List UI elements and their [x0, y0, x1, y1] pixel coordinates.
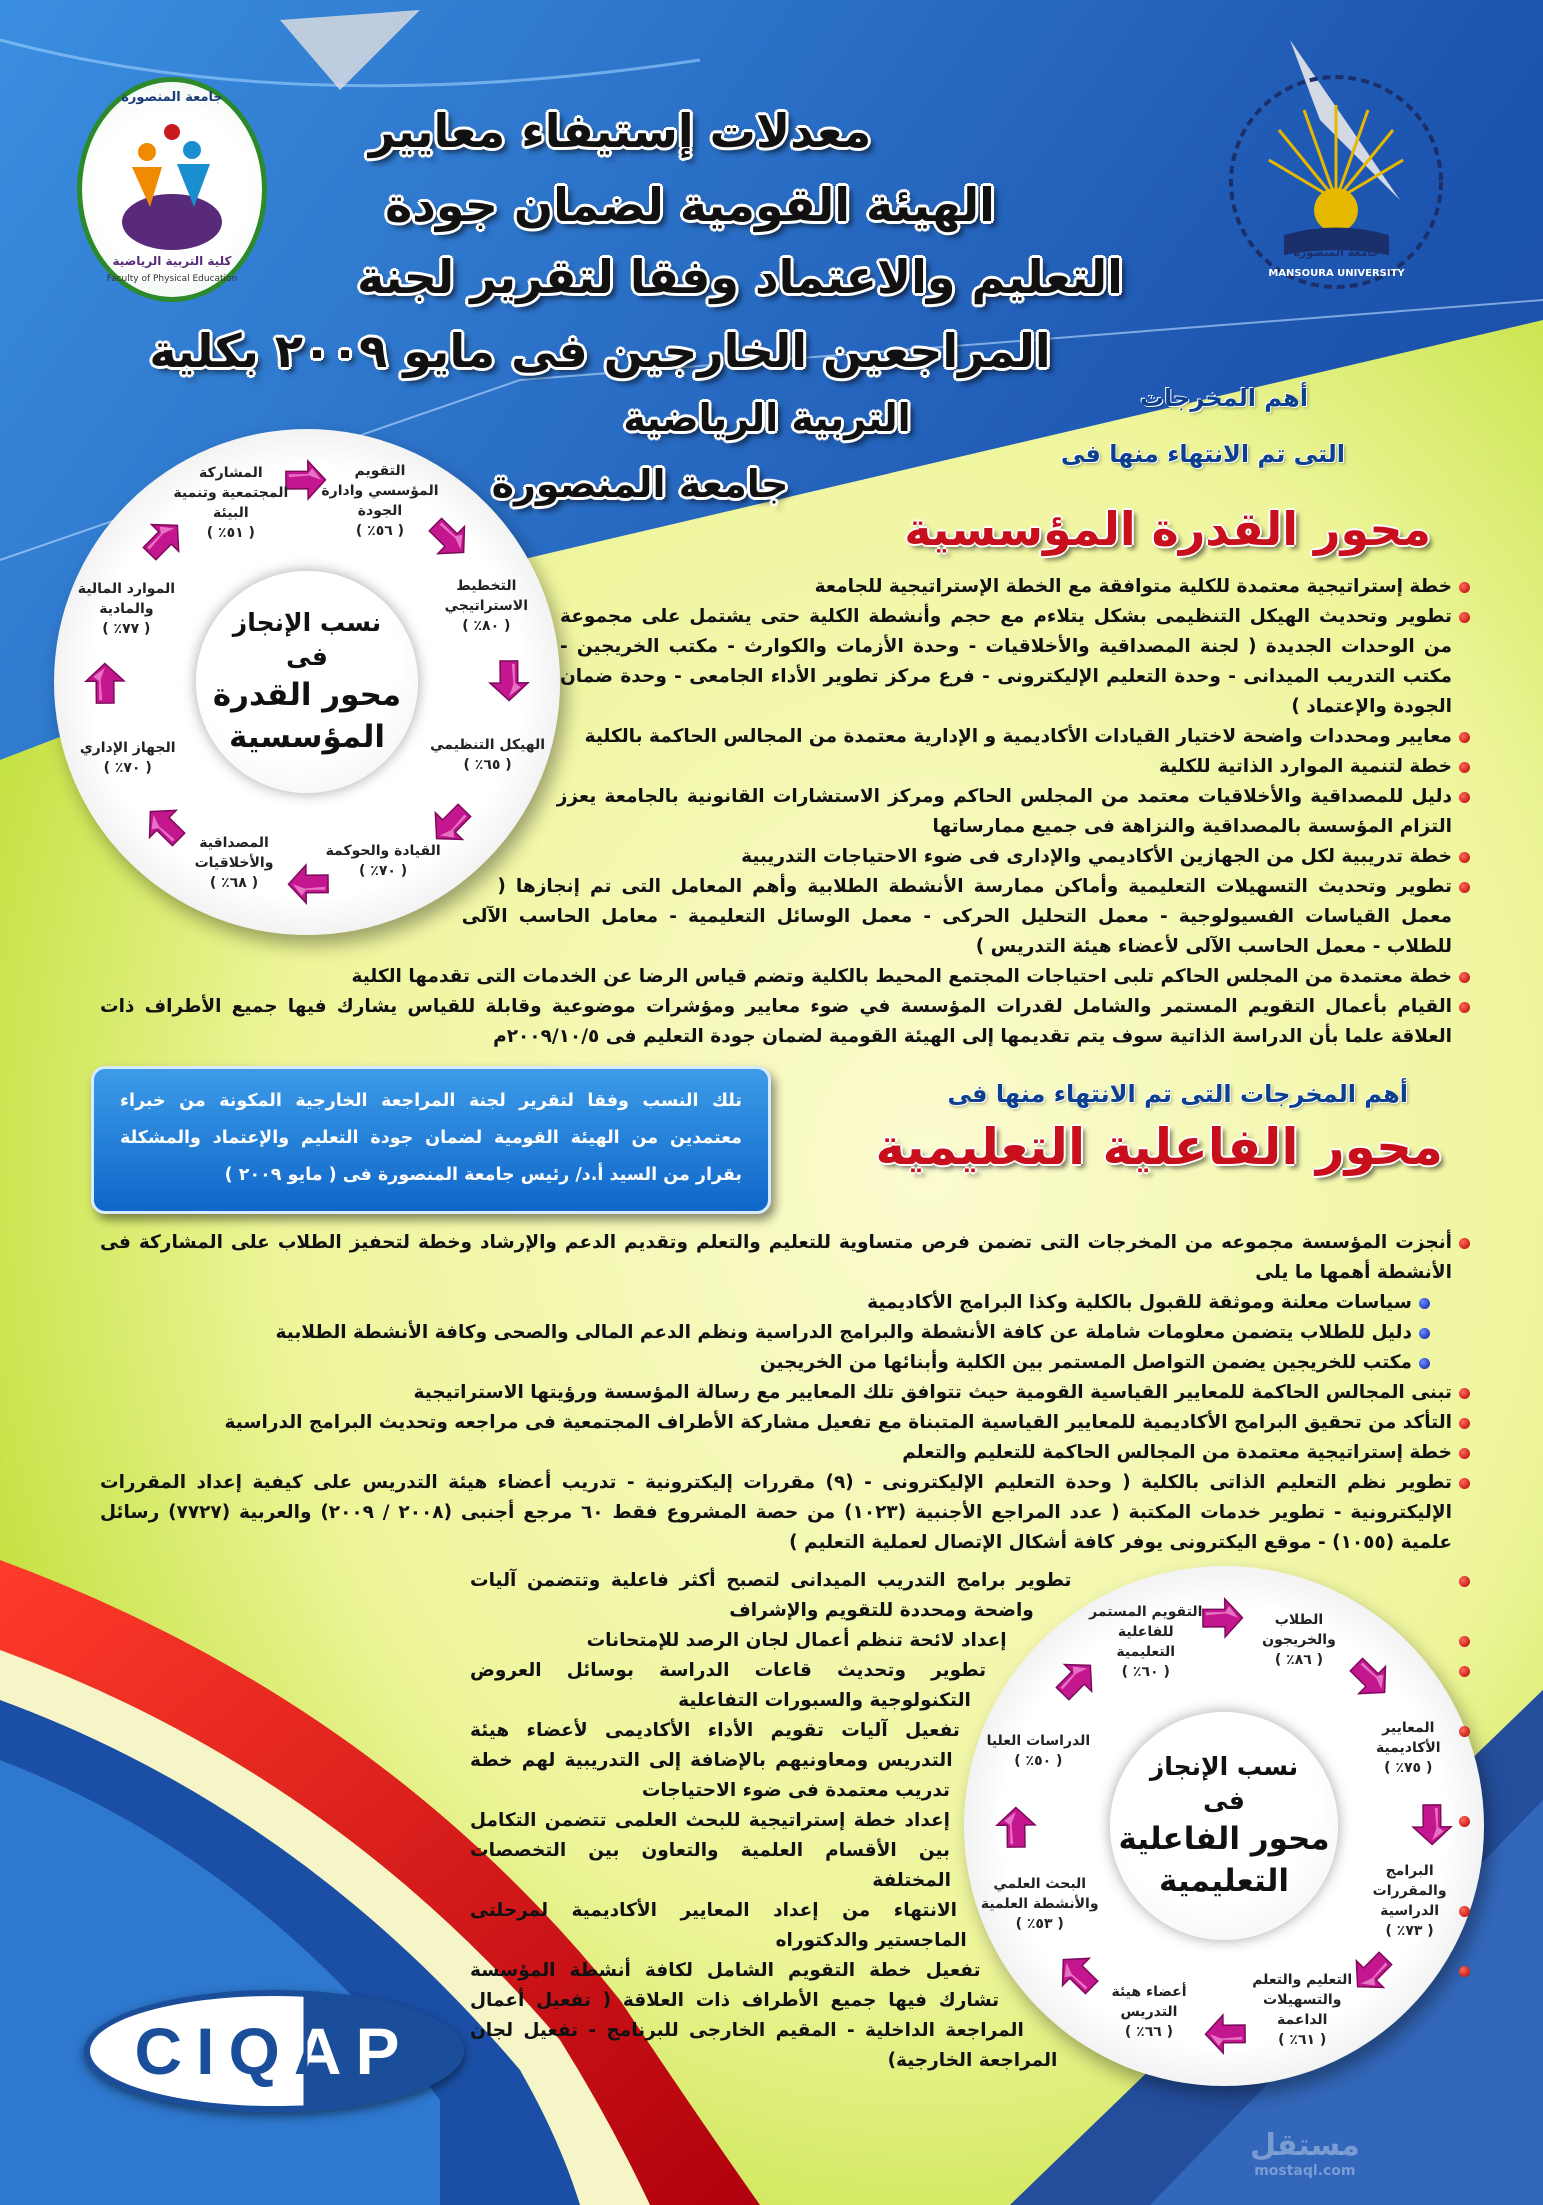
wheel-segment-percent: ( ٧٠٪ )	[103, 760, 152, 777]
wheel-segment-percent: ( ٥٠٪ )	[1014, 1753, 1063, 1769]
wheel-segment-label	[69, 738, 187, 778]
wheel-hub	[196, 571, 419, 794]
wheel-segment-percent: ( ٦١٪ )	[1278, 2032, 1327, 2049]
output-list-item: دليل للطلاب يتضمن معلومات شاملة عن كافة الأنشطة والبرامج الدراسية ونظم الدعم المالى والصحى وكافة الأنشطة الطلابية	[100, 1318, 1430, 1348]
wheel-segment-label	[427, 576, 545, 636]
output-list-item: مكتب للخريجين يضمن التواصل المستمر بين الكلية وأبنائها من الخريجين	[100, 1348, 1430, 1378]
wheel-segment-label	[172, 463, 290, 543]
wheel-segment-name: التقويم المؤسسي وادارة الجودة	[321, 463, 439, 520]
wheel-segment-name: الجهاز الإداري	[79, 740, 176, 757]
output-list-item: التأكد من تحقيق البرامج الأكاديمية للمعايير القياسية المتبناة مع تفعيل مشاركة الأطراف المجتمعية فى مراجعه وتحديث البرامج الدراسية	[100, 1408, 1470, 1438]
wheel-segment-label	[321, 461, 439, 541]
faculty-logo-text-top: جامعة المنصورة	[121, 90, 223, 105]
wheel-segment-percent: ( ٦٦٪ )	[1124, 2023, 1174, 2040]
wheel-segment-percent: ( ٥١٪ )	[206, 524, 255, 541]
output-list-item: أنجزت المؤسسة مجموعه من المخرجات التى تضمن فرص متساوية للتعليم والتعلم وتقديم الدعم والإرشاد وخطة لتحفيز الطلاب على المشاركة فى الأنشطة أهمها ما يلى	[100, 1228, 1470, 1288]
output-list-item: القيام بأعمال التقويم المستمر والشامل لقدرات المؤسسة في ضوء معايير ومؤشرات موضوعية وقابلة للقياس يشارك فيها جميع الأطراف ذات العلاقة علما بأن الدراسة الذاتية سوف يتم تقديمها إلى الهيئة القومية لضمان جودة التعليم فى ٢٠٠٩/١٠/٥م	[100, 992, 1470, 1052]
output-list-item: خطة إستراتيجية معتمدة من المجالس الحاكمة للتعليم والتعلم	[100, 1438, 1470, 1468]
university-logo-text-ar: جامعة المنصورة	[1293, 246, 1380, 259]
output-list-item: تفعيل آليات تقويم الأداء الأكاديمى لأعضاء هيئة التدريس ومعاونيهم بالإضافة إلى التدريبية لهم خطة تدريب معتمدة فى ضوء الاحتياجات	[470, 1716, 1470, 1806]
wheel-segment-name: الطلاب والخريجون	[1262, 1612, 1336, 1649]
wheel-hub-hub-line4: المؤسسية	[229, 718, 385, 755]
output-list-item: تطوير وتحديث الهيكل التنظيمى بشكل يتلاءم مع حجم وأنشطة الكلية حتى يشتمل على مجموعة من الوحدات الجديدة ( لجنة المصداقية والأخلاقيات - وحدة الأزمات والكوارث - مكتب الخريجين - مكتب التدريب الميدانى - وحدة التعليم الإليكترونى - فرع مركز تطوير الأداء الجامعى - وحدة ضمان الجودة والإعتماد )	[100, 602, 1470, 722]
wheel-segment-name: الدراسات العليا	[986, 1733, 1091, 1749]
pink-arrow-icon	[1200, 1596, 1244, 1640]
watermark	[1250, 2128, 1360, 2179]
wheel-segment-label	[1087, 1602, 1205, 1682]
university-emblem-icon	[1224, 70, 1449, 295]
wheel-segment-name: التعليم والتعلم والتسهيلات الداعمة	[1252, 1972, 1353, 2029]
pink-arrow-icon	[82, 662, 126, 706]
wheel-segment-label	[979, 1731, 1097, 1771]
poster-title-line-3: التعليم والاعتماد وفقا لتقرير لجنة	[357, 250, 1123, 304]
wheel-segment-label	[324, 841, 442, 881]
wheel-segment-percent: ( ٨٠٪ )	[462, 617, 511, 634]
wheel-segment-percent: ( ٦٨٪ )	[209, 874, 259, 891]
note-box: تلك النسب وفقا لتقرير لجنة المراجعة الخارجية المكونة من خبراء معتمدين من الهيئة القومية لضمان جودة التعليم والإعتماد والمشكلة بقرار من السيد أ.د/ رئيس جامعة المنصورة فى ( مايو ٢٠٠٩ )	[91, 1066, 771, 1214]
wheel-segment-name: المشاركة المجتمعية وتنمية البيئة	[173, 464, 289, 521]
wheel-segment-percent: ( ٧٧٪ )	[102, 621, 151, 638]
poster-title-line-6: جامعة المنصورة	[491, 462, 789, 506]
output-list-item: الانتهاء من إعداد المعايير الأكاديمية لمرحلتى الماجستير والدكتوراه	[470, 1896, 1470, 1956]
wheel-segment-percent: ( ٧٠٪ )	[359, 863, 408, 880]
wheel-segment-percent: ( ٥٣٪ )	[1015, 1916, 1064, 1933]
pink-arrow-icon	[487, 658, 531, 702]
wheel-segment-label	[981, 1874, 1099, 1934]
wheel-segment-name: التقويم المستمر للفاعلية التعليمية	[1089, 1603, 1203, 1660]
wheel-segment-percent: ( ٧٥٪ )	[1384, 1759, 1433, 1776]
faculty-logo-text-ar: كلية التربية الرياضية	[112, 254, 232, 268]
output-list-item: خطة إستراتيجية معتمدة للكلية متوافقة مع الخطة الإستراتيجية للجامعة	[100, 572, 1470, 602]
output-list-item: تفعيل خطة التقويم الشامل لكافة أنشطة المؤسسة تشارك فيها جميع الأطراف ذات العلاقة ( تفعيل أعمال المراجعة الداخلية - المقيم الخارجى للبرنامج - تفعيل لجان المراجعة الخارجية)	[470, 1956, 1470, 2076]
wheel-segment-name: البرامج والمقررات الدراسية	[1372, 1862, 1447, 1919]
pink-arrow-icon	[1204, 2012, 1248, 2056]
wheel-hub	[1110, 1712, 1339, 1941]
wheel-hub-hub-line3: محور القدرة	[212, 676, 402, 713]
output-list-item: إعداد خطة إستراتيجية للبحث العلمى تتضمن التكامل بين الأقسام العلمية والتعاون بين التخصصات المختلفة	[470, 1806, 1470, 1896]
output-list-item: تطوير وتحديث التسهيلات التعليمية وأماكن ممارسة الأنشطة الطلابية وأهم المعامل التى تم إنجازها ( معمل القياسات الفسيولوجية - معمل التحليل الحركى - معمل الوسائل التعليمية - معامل الحاسب الآلى للطلاب - معمل الحاسب الآلى لأعضاء هيئة التدريس )	[100, 872, 1470, 962]
output-list-item: سياسات معلنة وموثقة للقبول بالكلية وكذا البرامج الأكاديمية	[100, 1288, 1430, 1318]
watermark-ar: مستقل	[1250, 2128, 1360, 2163]
output-list-item: معايير ومحددات واضحة لاختيار القيادات الأكاديمية و الإدارية معتمدة من المجالس الحاكمة بالكلية	[100, 722, 1470, 752]
section1-kicker-2: التى تم الانتهاء منها فى	[1060, 440, 1345, 468]
wheel-segment-label	[175, 833, 293, 893]
poster-title-line-1: معدلات إستيفاء معايير	[368, 104, 872, 158]
wheel-hub-hub-line4: التعليمية	[1159, 1862, 1289, 1899]
wheel-segment-label	[1349, 1718, 1467, 1778]
university-logo-text-en: MANSOURA UNIVERSITY	[1268, 268, 1405, 279]
poster-title-line-5: التربية الرياضية	[623, 396, 911, 440]
output-list-item: تطوير نظم التعليم الذاتى بالكلية ( وحدة التعليم الإليكترونى - (٩) مقررات إليكترونية - تدريب أعضاء هيئة التدريس على كيفية إعداد المقررات الإليكترونية - تطوير خدمات المكتبة ( عدد المراجع الأجنبية (١٠٢٣) من حصة المشروع فقط ٦٠ مرجع أجنبى (٢٠٠٨ / ٢٠٠٩) والعربية (٧٧٢٧) رسائل علمية (١٠٥٥) - موقع اليكترونى يوفر كافة أشكال الإتصال لعملية التعليم )	[100, 1468, 1470, 1558]
wheel-segment-percent: ( ٦٥٪ )	[463, 756, 512, 773]
wheel-hub-hub-line1: نسب الإنجاز	[232, 607, 382, 637]
pink-arrow-icon	[994, 1806, 1038, 1850]
ciqap-logo-text: CIQAP	[134, 2014, 414, 2088]
section2-heading	[771, 1066, 1470, 1176]
poster-title-line-2: الهيئة القومية لضمان جودة	[385, 178, 995, 232]
wheel-segment-name: الهيكل التنظيمي	[430, 736, 546, 753]
wheel-segment-label	[67, 579, 185, 639]
wheel-segment-percent: ( ٦٠٪ )	[1121, 1663, 1170, 1680]
section1-kicker-1: أهم المخرجات	[1139, 384, 1308, 412]
section2-title: محور الفاعلية التعليمية	[875, 1118, 1443, 1176]
output-list-item: خطة معتمدة من المجلس الحاكم تلبى احتياجات المجتمع المحيط بالكلية وتضم قياس الرضا عن الخدمات التى تقدمها الكلية	[100, 962, 1470, 992]
wheel-segment-name: البحث العلمي والأنشطة العلمية	[980, 1876, 1099, 1913]
faculty-logo	[77, 77, 267, 302]
wheel-segment-percent: ( ٥٦٪ )	[355, 523, 405, 540]
wheel-hub-hub-line3: محور الفاعلية	[1118, 1820, 1330, 1857]
ciqap-logo	[84, 1990, 464, 2112]
wheel-segment-name: القيادة والحوكمة	[325, 843, 441, 860]
wheel-segment-name: التخطيط الاستراتيجي	[444, 577, 529, 614]
watermark-en: mostaql.com	[1254, 2163, 1356, 2179]
wheel-hub-hub-line1: نسب الإنجاز	[1149, 1751, 1299, 1781]
section1-title: محور القدرة المؤسسية	[904, 502, 1431, 556]
poster-title-line-4: المراجعين الخارجين فى مايو ٢٠٠٩ بكلية	[149, 324, 1051, 378]
wheel-segment-label	[1351, 1861, 1469, 1941]
wheel-segment-label	[429, 735, 547, 775]
wheel-segment-name: المعايير الأكاديمية	[1375, 1719, 1441, 1756]
output-list-item: خطة تدريبية لكل من الجهازين الأكاديمي والإدارى فى ضوء الاحتياجات التدريبية	[100, 842, 1470, 872]
output-list-item: خطة لتنمية الموارد الذاتية للكلية	[100, 752, 1470, 782]
section2-outputs-list	[100, 1228, 1470, 1558]
faculty-logo-text-en: Faculty of Physical Education	[106, 274, 238, 284]
output-list-item: إعداد لائحة تنظم أعمال لجان الرصد للإمتحانات	[470, 1626, 1470, 1656]
university-logo	[1224, 70, 1449, 295]
wheel-hub-hub-line2: فى	[286, 641, 328, 671]
wheel-segment-percent: ( ٧٣٪ )	[1385, 1922, 1434, 1939]
output-list-item: تبنى المجالس الحاكمة للمعايير القياسية القومية حيث تتوافق تلك المعايير مع رسالة المؤسسة ورؤيتها الاستراتيجية	[100, 1378, 1470, 1408]
pink-arrow-icon	[1410, 1802, 1454, 1846]
output-list-item: تطوير وتحديث قاعات الدراسة بوسائل العروض التكنولوجية والسبورات التفاعلية	[470, 1656, 1470, 1716]
output-list-item: تطوير برامج التدريب الميدانى لتصبح أكثر فاعلية وتتضمن آليات واضحة ومحددة للتقويم والإشراف	[470, 1566, 1470, 1626]
wheel-segment-label	[1240, 1610, 1358, 1670]
wheel-segment-label	[1090, 1982, 1208, 2042]
wheel-segment-name: الموارد المالية والمادية	[77, 581, 176, 618]
wheel-segment-percent: ( ٨٦٪ )	[1274, 1652, 1324, 1669]
section2-kicker: أهم المخرجات التى تم الانتهاء منها فى	[947, 1080, 1408, 1108]
wheel-segment-label	[1243, 1970, 1361, 2050]
output-list-item: دليل للمصداقية والأخلاقيات معتمد من المجلس الحاكم ومركز الاستشارات القانونية بالجامعة يعزز التزام المؤسسة بالمصداقية والنزاهة فى جميع ممارساتها	[100, 782, 1470, 842]
note-and-section2-heading	[100, 1066, 1470, 1214]
wheel-segment-name: المصداقية والأخلاقيات	[194, 834, 274, 871]
athletes-emblem-icon	[82, 112, 262, 262]
wheel-hub-hub-line2: فى	[1203, 1785, 1245, 1815]
wheel-segment-name: أعضاء هيئة التدريس	[1111, 1983, 1187, 2020]
